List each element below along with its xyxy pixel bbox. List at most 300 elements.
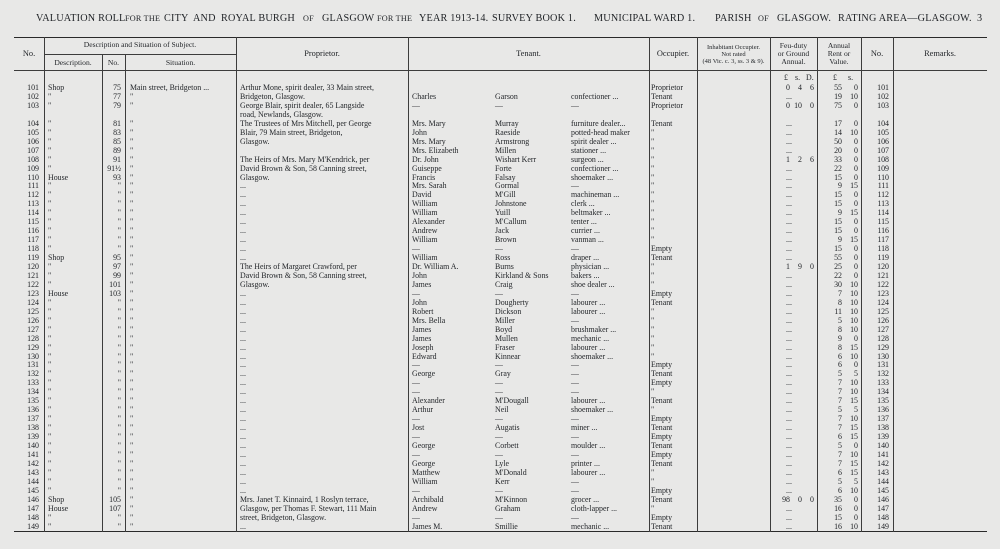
table-row: [0, 235, 1000, 244]
row-description: ": [48, 476, 52, 486]
row-occupier: Proprietor: [651, 100, 683, 110]
row-annual-pounds: 30: [834, 279, 842, 289]
row-tenant-forename: —: [412, 100, 420, 110]
row-tenant-forename: —: [412, 512, 420, 522]
table-row: [0, 334, 1000, 343]
row-no-right: 109: [877, 163, 889, 173]
col-header-feu-duty: [770, 42, 817, 66]
row-occupier: ": [651, 172, 655, 182]
page-number: 3: [977, 13, 983, 24]
row-tenant-surname: Graham: [495, 503, 521, 513]
row-annual-shillings: 15: [850, 458, 858, 468]
row-description: ": [48, 315, 52, 325]
row-annual-pounds: 20: [834, 145, 842, 155]
row-tenant-surname: M'Callum: [495, 217, 527, 227]
row-annual-shillings: 10: [850, 414, 858, 424]
row-proprietor: ...: [240, 297, 246, 307]
row-no-right: 119: [877, 253, 889, 263]
header-text: GLASGOW.: [777, 13, 832, 24]
row-no: 148: [27, 512, 39, 522]
row-tenant-surname: Smillie: [495, 521, 518, 531]
row-feu-empty-dots: ...: [786, 405, 792, 415]
row-no-right: 141: [877, 449, 889, 459]
row-tenant-forename: Charles: [412, 91, 437, 101]
row-annual-shillings: 0: [854, 154, 858, 164]
row-occupier: Tenant: [651, 423, 673, 433]
row-tenant-trade: shoemaker ...: [571, 405, 614, 415]
row-annual-pounds: 8: [838, 297, 842, 307]
header-rule: [44, 54, 236, 55]
table-row: [0, 253, 1000, 262]
row-feu-pence: 0: [810, 262, 814, 271]
row-annual-pounds: 8: [838, 342, 842, 352]
row-situation: ": [130, 145, 134, 155]
row-feu-empty-dots: ...: [786, 253, 792, 263]
row-tenant-trade: stationer ...: [571, 145, 607, 155]
row-occupier: ": [651, 324, 655, 334]
row-feu-empty-dots: ...: [786, 244, 792, 254]
row-tenant-surname: —: [495, 100, 503, 110]
col-header-no: No.: [22, 49, 36, 58]
row-occupier: Tenant: [651, 118, 673, 128]
row-feu-empty-dots: ...: [786, 217, 792, 227]
row-occupier: ": [651, 503, 655, 513]
row-description: ": [48, 118, 52, 128]
row-situation: ": [130, 190, 134, 200]
row-occupier: ": [651, 262, 655, 271]
row-description: House: [48, 503, 69, 513]
row-no: 121: [27, 270, 39, 280]
row-tenant-surname: Kinnear: [495, 351, 521, 361]
row-no-right: 116: [877, 226, 889, 236]
row-tenant-forename: —: [412, 449, 420, 459]
row-tenant-forename: Dr. John: [412, 154, 439, 164]
row-description: House: [48, 172, 69, 182]
row-annual-pounds: 19: [834, 91, 842, 101]
row-no-right: 148: [877, 512, 889, 522]
row-description: ": [48, 127, 52, 137]
row-proprietor: The Trustees of Mrs Mitchell, per George: [240, 118, 372, 128]
row-occupier: Empty: [651, 449, 673, 459]
row-tenant-surname: Yuill: [495, 208, 511, 218]
row-tenant-trade: draper ...: [571, 253, 600, 263]
row-tenant-forename: Alexander: [412, 396, 445, 406]
row-tenant-trade: printer ...: [571, 458, 600, 468]
table-row: [0, 146, 1000, 155]
row-occupier: ": [651, 154, 655, 164]
table-row: [0, 477, 1000, 486]
row-annual-pounds: 6: [838, 360, 842, 370]
row-tenant-surname: M'Kinnon: [495, 494, 528, 504]
row-feu-empty-dots: ...: [786, 118, 792, 128]
row-no-right: 136: [877, 405, 889, 415]
row-situation: ": [130, 154, 134, 164]
row-situation: ": [130, 217, 134, 227]
row-no: 102: [27, 91, 39, 101]
row-tenant-forename: John: [412, 127, 427, 137]
row-proprietor: ...: [240, 521, 246, 531]
row-tenant-surname: Raeside: [495, 127, 520, 137]
row-proprietor: ...: [240, 288, 246, 298]
col-header-inhabitant: [697, 44, 770, 65]
row-no-right: 105: [877, 127, 889, 137]
row-situation: ": [130, 163, 134, 173]
row-tenant-surname: M'Gill: [495, 190, 516, 200]
row-occupier: ": [651, 333, 655, 343]
row-description: ": [48, 199, 52, 209]
row-description: ": [48, 226, 52, 236]
row-annual-shillings: 0: [854, 360, 858, 370]
row-street-no: 95: [113, 253, 121, 263]
row-description: ": [48, 512, 52, 522]
row-annual-pounds: 15: [834, 172, 842, 182]
row-tenant-forename: Andrew: [412, 503, 438, 513]
row-tenant-trade: shoemaker ...: [571, 172, 614, 182]
row-street-no: 89: [113, 145, 121, 155]
row-annual-pounds: 7: [838, 396, 842, 406]
row-proprietor: ...: [240, 369, 246, 379]
row-tenant-trade: surgeon ...: [571, 154, 604, 164]
row-situation: ": [130, 127, 134, 137]
row-feu-empty-dots: ...: [786, 503, 792, 513]
row-tenant-surname: —: [495, 512, 503, 522]
row-street-no: ": [117, 226, 121, 236]
row-tenant-surname: Johnstone: [495, 199, 527, 209]
header-survey-book: SURVEY BOOK 1.: [492, 13, 576, 24]
row-tenant-trade: —: [571, 315, 579, 325]
row-annual-pounds: 16: [834, 521, 842, 531]
row-feu-empty-dots: ...: [786, 387, 792, 397]
header-text: FOR THE: [125, 14, 161, 23]
row-tenant-trade: confectioner ...: [571, 163, 619, 173]
row-situation: ": [130, 441, 134, 450]
row-annual-shillings: 0: [854, 145, 858, 155]
row-no: 141: [27, 449, 39, 459]
row-street-no: 91: [113, 154, 121, 164]
row-situation: ": [130, 226, 134, 236]
row-feu-empty-dots: ...: [786, 414, 792, 424]
row-occupier: ": [651, 387, 655, 397]
row-proprietor: Glasgow.: [240, 172, 270, 182]
row-street-no: 97: [113, 262, 121, 271]
row-tenant-trade: —: [571, 288, 579, 298]
col-header-street-no: No.: [107, 58, 120, 67]
row-proprietor: ...: [240, 342, 246, 352]
row-no: 129: [27, 342, 39, 352]
row-tenant-surname: M'Dougall: [495, 396, 529, 406]
row-no-right: 111: [877, 181, 889, 191]
row-proprietor: Mrs. Janet T. Kinnaird, 1 Roslyn terrace,: [240, 494, 369, 504]
row-tenant-forename: —: [412, 432, 420, 442]
row-tenant-forename: Mrs. Sarah: [412, 181, 447, 191]
row-no-right: 133: [877, 378, 889, 388]
header-text: CITY: [164, 13, 189, 24]
row-no: 135: [27, 396, 39, 406]
row-tenant-surname: Fraser: [495, 342, 515, 352]
row-no-right: 130: [877, 351, 889, 361]
row-tenant-trade: bakers ...: [571, 270, 600, 280]
row-annual-pounds: 7: [838, 288, 842, 298]
table-row: [0, 101, 1000, 110]
row-tenant-surname: Gray: [495, 369, 511, 379]
table-row: [0, 387, 1000, 396]
table-row: [0, 110, 1000, 119]
row-no-right: 140: [877, 441, 889, 450]
row-annual-shillings: 0: [854, 217, 858, 227]
row-feu-empty-dots: ...: [786, 342, 792, 352]
row-no-right: 115: [877, 217, 889, 227]
table-row: [0, 128, 1000, 137]
row-feu-shillings: 0: [798, 494, 802, 504]
row-tenant-surname: Brown: [495, 235, 517, 245]
row-proprietor: ...: [240, 449, 246, 459]
table-row: [0, 155, 1000, 164]
table-row: [0, 181, 1000, 190]
row-feu-pounds: 0: [786, 83, 790, 92]
row-tenant-trade: shoemaker ...: [571, 351, 614, 361]
row-tenant-surname: Jack: [495, 226, 510, 236]
row-street-no: 101: [109, 279, 121, 289]
row-no: 110: [27, 172, 39, 182]
row-description: ": [48, 235, 52, 245]
row-tenant-trade: cloth-lapper ...: [571, 503, 618, 513]
row-annual-pounds: 9: [838, 235, 842, 245]
row-street-no: ": [117, 467, 121, 477]
row-occupier: Empty: [651, 432, 673, 442]
row-tenant-surname: —: [495, 432, 503, 442]
row-feu-pounds: 1: [786, 154, 790, 164]
row-situation: ": [130, 512, 134, 522]
row-no: 142: [27, 458, 39, 468]
row-tenant-forename: Robert: [412, 306, 434, 316]
row-no: 130: [27, 351, 39, 361]
row-proprietor: ...: [240, 306, 246, 316]
row-annual-pounds: 55: [834, 83, 842, 92]
row-street-no: ": [117, 217, 121, 227]
row-feu-empty-dots: ...: [786, 396, 792, 406]
row-proprietor: The Heirs of Margaret Crawford, per: [240, 262, 357, 271]
row-feu-pounds: 0: [786, 100, 790, 110]
row-street-no: ": [117, 351, 121, 361]
row-no: 134: [27, 387, 39, 397]
row-feu-empty-dots: ...: [786, 136, 792, 146]
row-feu-empty-dots: ...: [786, 270, 792, 280]
row-occupier: Empty: [651, 378, 673, 388]
row-street-no: ": [117, 244, 121, 254]
row-description: ": [48, 306, 52, 316]
row-proprietor: ...: [240, 244, 246, 254]
header-text: GLASGOW: [322, 13, 375, 24]
header-text: FOR THE: [377, 14, 413, 23]
row-feu-shillings: 2: [798, 154, 802, 164]
row-description: ": [48, 297, 52, 307]
row-feu-empty-dots: ...: [786, 279, 792, 289]
row-description: ": [48, 181, 52, 191]
col-header-inhabitant-line: (48 Vic. c. 3, ss. 3 & 9).: [702, 58, 765, 65]
row-annual-shillings: 0: [854, 262, 858, 271]
row-tenant-trade: —: [571, 100, 579, 110]
row-feu-empty-dots: ...: [786, 333, 792, 343]
row-tenant-surname: Miller: [495, 315, 515, 325]
row-proprietor: The Heirs of Mrs. Mary M'Kendrick, per: [240, 154, 370, 164]
row-feu-pence: 6: [810, 154, 814, 164]
table-row: [0, 513, 1000, 522]
row-occupier: ": [651, 199, 655, 209]
table-row: [0, 199, 1000, 208]
row-situation: ": [130, 396, 134, 406]
row-annual-pounds: 15: [834, 217, 842, 227]
row-proprietor: ...: [240, 199, 246, 209]
row-annual-pounds: 15: [834, 190, 842, 200]
row-annual-shillings: 0: [854, 118, 858, 128]
header-rule: [14, 70, 987, 71]
row-proprietor: ...: [240, 235, 246, 245]
row-annual-shillings: 0: [854, 190, 858, 200]
row-tenant-trade: —: [571, 387, 579, 397]
table-row: [0, 423, 1000, 432]
row-annual-shillings: 5: [854, 369, 858, 379]
row-street-no: ": [117, 441, 121, 450]
row-proprietor: ...: [240, 423, 246, 433]
col-header-annual-rent: [817, 42, 861, 66]
shillings-heading: s.: [795, 73, 801, 82]
row-annual-shillings: 0: [854, 270, 858, 280]
row-street-no: ": [117, 315, 121, 325]
row-feu-empty-dots: ...: [786, 91, 792, 101]
row-tenant-forename: George: [412, 369, 436, 379]
row-occupier: ": [651, 270, 655, 280]
row-no: 108: [27, 154, 39, 164]
row-situation: ": [130, 458, 134, 468]
header-text: AND: [193, 13, 216, 24]
row-street-no: ": [117, 423, 121, 433]
row-occupier: ": [651, 306, 655, 316]
row-annual-pounds: 7: [838, 458, 842, 468]
row-tenant-surname: —: [495, 378, 503, 388]
table-row: [0, 495, 1000, 504]
col-header-remarks: Remarks.: [924, 49, 956, 58]
row-tenant-forename: Dr. William A.: [412, 262, 459, 271]
row-tenant-trade: —: [571, 181, 579, 191]
row-proprietor: Blair, 79 Main street, Bridgeton,: [240, 127, 343, 137]
row-annual-pounds: 9: [838, 333, 842, 343]
shillings-heading: s.: [848, 73, 854, 82]
row-situation: ": [130, 494, 134, 504]
row-street-no: 77: [113, 91, 121, 101]
row-annual-pounds: 35: [834, 494, 842, 504]
row-no: 116: [27, 226, 39, 236]
table-row: [0, 486, 1000, 495]
row-situation: ": [130, 235, 134, 245]
row-no: 144: [27, 476, 39, 486]
row-tenant-trade: furniture dealer...: [571, 118, 626, 128]
row-annual-pounds: 17: [834, 118, 842, 128]
row-situation: ": [130, 369, 134, 379]
row-situation: ": [130, 306, 134, 316]
table-row: [0, 352, 1000, 361]
row-feu-empty-dots: ...: [786, 181, 792, 191]
row-occupier: ": [651, 405, 655, 415]
row-feu-empty-dots: ...: [786, 163, 792, 173]
row-proprietor: Arthur Mone, spirit dealer, 33 Main street,: [240, 83, 375, 92]
row-annual-pounds: 15: [834, 244, 842, 254]
row-no-right: 110: [877, 172, 889, 182]
row-proprietor: ...: [240, 414, 246, 424]
row-tenant-forename: James: [412, 333, 432, 343]
row-tenant-forename: Joseph: [412, 342, 434, 352]
row-tenant-surname: Dougherty: [495, 297, 529, 307]
row-tenant-forename: Archibald: [412, 494, 444, 504]
row-occupier: ": [651, 476, 655, 486]
row-no-right: 104: [877, 118, 889, 128]
row-occupier: Empty: [651, 512, 673, 522]
row-tenant-surname: —: [495, 414, 503, 424]
row-tenant-forename: William: [412, 235, 438, 245]
row-annual-shillings: 10: [850, 449, 858, 459]
row-annual-shillings: 15: [850, 432, 858, 442]
row-tenant-forename: Andrew: [412, 226, 438, 236]
row-annual-pounds: 55: [834, 253, 842, 263]
row-feu-empty-dots: ...: [786, 190, 792, 200]
row-tenant-trade: potted-head maker: [571, 127, 630, 137]
row-no-right: 103: [877, 100, 889, 110]
row-description: ": [48, 136, 52, 146]
header-text: ROYAL BURGH: [221, 13, 295, 24]
row-no: 104: [27, 118, 39, 128]
row-description: ": [48, 270, 52, 280]
row-street-no: ": [117, 297, 121, 307]
row-annual-shillings: 0: [854, 100, 858, 110]
row-street-no: ": [117, 521, 121, 531]
row-occupier: ": [651, 208, 655, 218]
row-proprietor: ...: [240, 378, 246, 388]
row-feu-empty-dots: ...: [786, 449, 792, 459]
col-header-no-right: No.: [870, 49, 884, 58]
row-no: 143: [27, 467, 39, 477]
row-annual-pounds: 5: [838, 315, 842, 325]
row-occupier: Proprietor: [651, 83, 683, 92]
row-tenant-forename: Jost: [412, 423, 425, 433]
row-annual-shillings: 10: [850, 378, 858, 388]
row-no-right: 146: [877, 494, 889, 504]
row-street-no: ": [117, 199, 121, 209]
row-tenant-trade: —: [571, 369, 579, 379]
row-feu-empty-dots: ...: [786, 324, 792, 334]
page-header: [0, 13, 1000, 27]
row-feu-shillings: 9: [798, 262, 802, 271]
table-row: [0, 298, 1000, 307]
row-tenant-trade: labourer ...: [571, 342, 606, 352]
row-occupier: ": [651, 145, 655, 155]
row-annual-shillings: 0: [854, 503, 858, 513]
row-no-right: 106: [877, 136, 889, 146]
row-no: 138: [27, 423, 39, 433]
row-tenant-trade: currier ...: [571, 226, 600, 236]
table-row: [0, 396, 1000, 405]
row-situation: ": [130, 91, 134, 101]
table-row: [0, 468, 1000, 477]
row-proprietor: David Brown & Son, 58 Canning street,: [240, 163, 367, 173]
table-row: [0, 414, 1000, 423]
row-tenant-trade: —: [571, 378, 579, 388]
row-annual-pounds: 7: [838, 449, 842, 459]
row-occupier: Tenant: [651, 521, 673, 531]
table-row: [0, 119, 1000, 128]
row-tenant-surname: Kirkland & Sons: [495, 270, 549, 280]
row-occupier: Tenant: [651, 396, 673, 406]
row-annual-shillings: 10: [850, 306, 858, 316]
row-annual-shillings: 0: [854, 172, 858, 182]
